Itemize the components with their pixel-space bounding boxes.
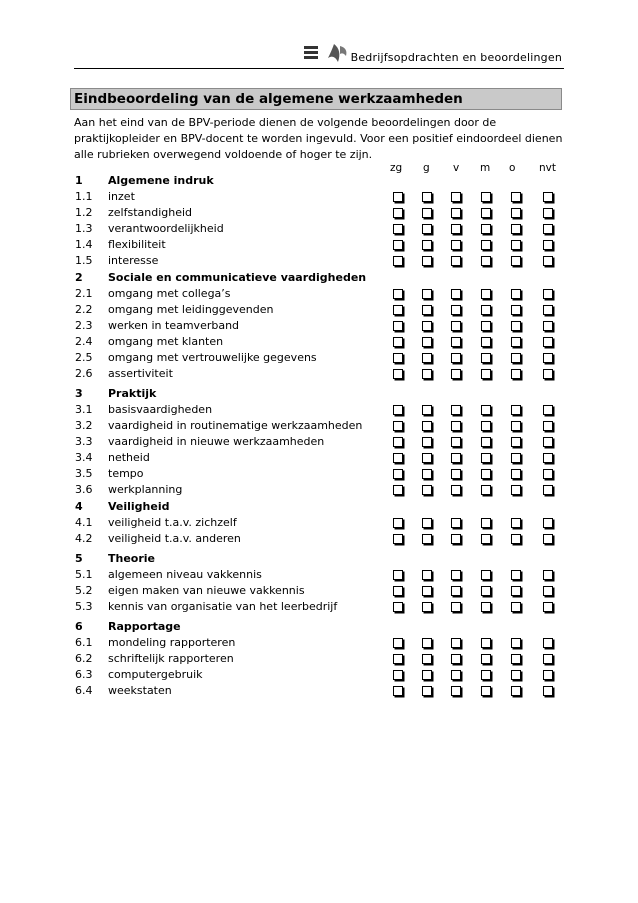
criterion-number: 3.2 bbox=[75, 419, 93, 432]
rating-checkbox-zg[interactable] bbox=[393, 534, 403, 544]
rating-checkbox-zg[interactable] bbox=[393, 321, 403, 331]
criterion-row bbox=[0, 435, 638, 451]
rating-checkbox-m[interactable] bbox=[481, 602, 491, 612]
section-heading bbox=[0, 174, 638, 190]
column-header-zg: zg bbox=[390, 162, 403, 174]
criterion-label: verantwoordelijkheid bbox=[108, 222, 224, 235]
criterion-label: computergebruik bbox=[108, 668, 203, 681]
rating-checkbox-v[interactable] bbox=[451, 353, 461, 363]
rating-checkbox-zg[interactable] bbox=[393, 654, 403, 664]
rating-checkbox-o[interactable] bbox=[511, 240, 521, 250]
criterion-number: 6.2 bbox=[75, 652, 93, 665]
criterion-number: 1.4 bbox=[75, 238, 93, 251]
rating-checkbox-o[interactable] bbox=[511, 321, 521, 331]
rating-checkbox-g[interactable] bbox=[422, 570, 432, 580]
rating-checkbox-o[interactable] bbox=[511, 518, 521, 528]
rating-checkbox-m[interactable] bbox=[481, 305, 491, 315]
criterion-number: 6.4 bbox=[75, 684, 93, 697]
rating-checkbox-v[interactable] bbox=[451, 305, 461, 315]
criterion-number: 6.1 bbox=[75, 636, 93, 649]
rating-checkbox-zg[interactable] bbox=[393, 469, 403, 479]
rating-checkbox-nvt[interactable] bbox=[543, 602, 553, 612]
rating-checkbox-o[interactable] bbox=[511, 256, 521, 266]
intro-line: alle rubrieken overwegend voldoende of hoger te zijn. bbox=[74, 148, 373, 161]
rating-checkbox-nvt[interactable] bbox=[543, 192, 553, 202]
criterion-number: 3.4 bbox=[75, 451, 93, 464]
rating-checkbox-zg[interactable] bbox=[393, 518, 403, 528]
criterion-label: vaardigheid in routinematige werkzaamheden bbox=[108, 419, 363, 432]
rating-checkbox-nvt[interactable] bbox=[543, 353, 553, 363]
rating-checkbox-zg[interactable] bbox=[393, 305, 403, 315]
section-number: 1 bbox=[75, 174, 83, 187]
rating-checkbox-m[interactable] bbox=[481, 469, 491, 479]
criterion-label: netheid bbox=[108, 451, 150, 464]
rating-checkbox-m[interactable] bbox=[481, 534, 491, 544]
column-header-v: v bbox=[453, 162, 460, 174]
rating-checkbox-o[interactable] bbox=[511, 353, 521, 363]
rating-checkbox-nvt[interactable] bbox=[543, 638, 553, 648]
criterion-label: werkplanning bbox=[108, 483, 183, 496]
criterion-row bbox=[0, 206, 638, 222]
rating-checkbox-zg[interactable] bbox=[393, 192, 403, 202]
rating-checkbox-nvt[interactable] bbox=[543, 570, 553, 580]
criterion-number: 5.2 bbox=[75, 584, 93, 597]
rating-checkbox-o[interactable] bbox=[511, 337, 521, 347]
rating-checkbox-o[interactable] bbox=[511, 421, 521, 431]
rating-checkbox-nvt[interactable] bbox=[543, 686, 553, 696]
rating-checkbox-m[interactable] bbox=[481, 518, 491, 528]
rating-checkbox-v[interactable] bbox=[451, 686, 461, 696]
rating-checkbox-v[interactable] bbox=[451, 485, 461, 495]
criterion-number: 6.3 bbox=[75, 668, 93, 681]
criterion-label: vaardigheid in nieuwe werkzaamheden bbox=[108, 435, 325, 448]
rating-checkbox-g[interactable] bbox=[422, 469, 432, 479]
criterion-row bbox=[0, 568, 638, 584]
rating-checkbox-nvt[interactable] bbox=[543, 405, 553, 415]
rating-checkbox-nvt[interactable] bbox=[543, 337, 553, 347]
criterion-label: werken in teamverband bbox=[108, 319, 240, 332]
criterion-number: 3.3 bbox=[75, 435, 93, 448]
rating-checkbox-o[interactable] bbox=[511, 638, 521, 648]
rating-checkbox-zg[interactable] bbox=[393, 586, 403, 596]
rating-checkbox-o[interactable] bbox=[511, 686, 521, 696]
rating-checkbox-m[interactable] bbox=[481, 437, 491, 447]
rating-checkbox-m[interactable] bbox=[481, 405, 491, 415]
section-title: Theorie bbox=[108, 552, 156, 565]
rating-checkbox-g[interactable] bbox=[422, 289, 432, 299]
criterion-row bbox=[0, 367, 638, 383]
rating-checkbox-g[interactable] bbox=[422, 337, 432, 347]
criterion-label: interesse bbox=[108, 254, 159, 267]
rating-checkbox-o[interactable] bbox=[511, 405, 521, 415]
rating-checkbox-v[interactable] bbox=[451, 570, 461, 580]
rating-checkbox-v[interactable] bbox=[451, 638, 461, 648]
rating-checkbox-g[interactable] bbox=[422, 453, 432, 463]
rating-checkbox-v[interactable] bbox=[451, 289, 461, 299]
rating-checkbox-zg[interactable] bbox=[393, 208, 403, 218]
rating-checkbox-nvt[interactable] bbox=[543, 437, 553, 447]
rating-checkbox-o[interactable] bbox=[511, 305, 521, 315]
criterion-number: 1.2 bbox=[75, 206, 93, 219]
rating-checkbox-zg[interactable] bbox=[393, 638, 403, 648]
rating-checkbox-g[interactable] bbox=[422, 485, 432, 495]
rating-checkbox-zg[interactable] bbox=[393, 437, 403, 447]
criterion-number: 2.5 bbox=[75, 351, 93, 364]
rating-checkbox-nvt[interactable] bbox=[543, 240, 553, 250]
criterion-row bbox=[0, 668, 638, 684]
rating-checkbox-v[interactable] bbox=[451, 369, 461, 379]
criterion-label: veiligheid t.a.v. anderen bbox=[108, 532, 241, 545]
rating-checkbox-v[interactable] bbox=[451, 534, 461, 544]
rating-checkbox-zg[interactable] bbox=[393, 602, 403, 612]
criterion-row bbox=[0, 238, 638, 254]
criterion-number: 3.1 bbox=[75, 403, 93, 416]
rating-checkbox-nvt[interactable] bbox=[543, 305, 553, 315]
criterion-label: schriftelijk rapporteren bbox=[108, 652, 234, 665]
criterion-label: omgang met collega’s bbox=[108, 287, 231, 300]
criterion-row bbox=[0, 419, 638, 435]
rating-checkbox-g[interactable] bbox=[422, 534, 432, 544]
criterion-row bbox=[0, 467, 638, 483]
intro-line: praktijkopleider en BPV-docent te worden ingevuld. Voor een positief eindoordeel dienen bbox=[74, 132, 563, 145]
criterion-number: 2.3 bbox=[75, 319, 93, 332]
rating-checkbox-m[interactable] bbox=[481, 353, 491, 363]
rating-checkbox-o[interactable] bbox=[511, 369, 521, 379]
criterion-row bbox=[0, 222, 638, 238]
rating-checkbox-m[interactable] bbox=[481, 654, 491, 664]
rating-checkbox-o[interactable] bbox=[511, 289, 521, 299]
criterion-label: tempo bbox=[108, 467, 144, 480]
rating-checkbox-g[interactable] bbox=[422, 518, 432, 528]
criterion-label: kennis van organisatie van het leerbedrijf bbox=[108, 600, 338, 613]
rating-checkbox-zg[interactable] bbox=[393, 670, 403, 680]
rating-checkbox-o[interactable] bbox=[511, 602, 521, 612]
rating-checkbox-m[interactable] bbox=[481, 369, 491, 379]
rating-checkbox-g[interactable] bbox=[422, 686, 432, 696]
rating-checkbox-v[interactable] bbox=[451, 208, 461, 218]
criterion-row bbox=[0, 403, 638, 419]
rating-checkbox-v[interactable] bbox=[451, 518, 461, 528]
rating-checkbox-m[interactable] bbox=[481, 586, 491, 596]
criterion-number: 1.3 bbox=[75, 222, 93, 235]
rating-checkbox-v[interactable] bbox=[451, 670, 461, 680]
criterion-number: 4.2 bbox=[75, 532, 93, 545]
rating-checkbox-v[interactable] bbox=[451, 437, 461, 447]
rating-checkbox-zg[interactable] bbox=[393, 421, 403, 431]
rating-checkbox-g[interactable] bbox=[422, 437, 432, 447]
rating-checkbox-v[interactable] bbox=[451, 337, 461, 347]
rating-checkbox-nvt[interactable] bbox=[543, 485, 553, 495]
rating-checkbox-m[interactable] bbox=[481, 485, 491, 495]
section-number: 6 bbox=[75, 620, 83, 633]
criterion-label: assertiviteit bbox=[108, 367, 173, 380]
rating-checkbox-o[interactable] bbox=[511, 208, 521, 218]
criterion-label: zelfstandigheid bbox=[108, 206, 193, 219]
rating-checkbox-nvt[interactable] bbox=[543, 369, 553, 379]
section-title: Sociale en communicatieve vaardigheden bbox=[108, 271, 367, 284]
rating-checkbox-nvt[interactable] bbox=[543, 469, 553, 479]
page-title: Eindbeoordeling van de algemene werkzaamheden bbox=[74, 91, 463, 107]
rating-checkbox-nvt[interactable] bbox=[543, 224, 553, 234]
rating-checkbox-zg[interactable] bbox=[393, 224, 403, 234]
rating-checkbox-g[interactable] bbox=[422, 240, 432, 250]
rating-checkbox-m[interactable] bbox=[481, 224, 491, 234]
rating-checkbox-g[interactable] bbox=[422, 321, 432, 331]
section-number: 3 bbox=[75, 387, 83, 400]
column-header-g: g bbox=[423, 162, 430, 174]
criterion-label: algemeen niveau vakkennis bbox=[108, 568, 262, 581]
rating-checkbox-m[interactable] bbox=[481, 321, 491, 331]
rating-checkbox-g[interactable] bbox=[422, 369, 432, 379]
rating-checkbox-m[interactable] bbox=[481, 570, 491, 580]
rating-checkbox-nvt[interactable] bbox=[543, 670, 553, 680]
rating-checkbox-o[interactable] bbox=[511, 469, 521, 479]
section-heading bbox=[0, 552, 638, 568]
section-heading bbox=[0, 620, 638, 636]
rating-checkbox-zg[interactable] bbox=[393, 337, 403, 347]
criterion-label: mondeling rapporteren bbox=[108, 636, 236, 649]
rating-checkbox-o[interactable] bbox=[511, 670, 521, 680]
column-header-o: o bbox=[509, 162, 516, 174]
column-header-nvt: nvt bbox=[539, 162, 556, 174]
rating-checkbox-nvt[interactable] bbox=[543, 586, 553, 596]
rating-checkbox-o[interactable] bbox=[511, 192, 521, 202]
rating-checkbox-m[interactable] bbox=[481, 421, 491, 431]
rating-checkbox-v[interactable] bbox=[451, 256, 461, 266]
rating-checkbox-m[interactable] bbox=[481, 638, 491, 648]
criterion-number: 2.2 bbox=[75, 303, 93, 316]
criterion-label: inzet bbox=[108, 190, 135, 203]
criterion-row bbox=[0, 303, 638, 319]
rating-checkbox-zg[interactable] bbox=[393, 289, 403, 299]
criterion-row bbox=[0, 516, 638, 532]
rating-checkbox-zg[interactable] bbox=[393, 686, 403, 696]
section-number: 4 bbox=[75, 500, 83, 513]
rating-checkbox-o[interactable] bbox=[511, 224, 521, 234]
rating-checkbox-nvt[interactable] bbox=[543, 654, 553, 664]
rating-checkbox-m[interactable] bbox=[481, 337, 491, 347]
criterion-row bbox=[0, 451, 638, 467]
criterion-row bbox=[0, 636, 638, 652]
criterion-label: weekstaten bbox=[108, 684, 172, 697]
rating-checkbox-m[interactable] bbox=[481, 289, 491, 299]
rating-checkbox-zg[interactable] bbox=[393, 353, 403, 363]
criterion-row bbox=[0, 652, 638, 668]
rating-checkbox-g[interactable] bbox=[422, 256, 432, 266]
criterion-label: eigen maken van nieuwe vakkennis bbox=[108, 584, 305, 597]
rating-checkbox-zg[interactable] bbox=[393, 405, 403, 415]
rating-checkbox-v[interactable] bbox=[451, 602, 461, 612]
rating-checkbox-v[interactable] bbox=[451, 224, 461, 234]
rating-checkbox-m[interactable] bbox=[481, 256, 491, 266]
criterion-row bbox=[0, 287, 638, 303]
rating-checkbox-g[interactable] bbox=[422, 421, 432, 431]
section-number: 2 bbox=[75, 271, 83, 284]
rating-checkbox-v[interactable] bbox=[451, 192, 461, 202]
rating-checkbox-m[interactable] bbox=[481, 240, 491, 250]
criterion-number: 5.1 bbox=[75, 568, 93, 581]
rating-checkbox-v[interactable] bbox=[451, 421, 461, 431]
criterion-row bbox=[0, 684, 638, 700]
column-header-m: m bbox=[480, 162, 491, 174]
criterion-number: 3.5 bbox=[75, 467, 93, 480]
criterion-row bbox=[0, 483, 638, 499]
intro-line: Aan het eind van de BPV-periode dienen de volgende beoordelingen door de bbox=[74, 116, 497, 129]
criterion-label: veiligheid t.a.v. zichzelf bbox=[108, 516, 237, 529]
rating-checkbox-g[interactable] bbox=[422, 353, 432, 363]
rating-checkbox-v[interactable] bbox=[451, 321, 461, 331]
rating-checkbox-g[interactable] bbox=[422, 405, 432, 415]
rating-checkbox-m[interactable] bbox=[481, 192, 491, 202]
criterion-label: flexibiliteit bbox=[108, 238, 166, 251]
criterion-label: omgang met vertrouwelijke gegevens bbox=[108, 351, 317, 364]
criterion-number: 5.3 bbox=[75, 600, 93, 613]
section-title: Praktijk bbox=[108, 387, 157, 400]
rating-checkbox-v[interactable] bbox=[451, 469, 461, 479]
criterion-row bbox=[0, 584, 638, 600]
header-title: Bedrijfsopdrachten en beoordelingen bbox=[350, 51, 562, 64]
criterion-number: 1.1 bbox=[75, 190, 93, 203]
rating-checkbox-o[interactable] bbox=[511, 453, 521, 463]
rating-checkbox-nvt[interactable] bbox=[543, 321, 553, 331]
criterion-number: 3.6 bbox=[75, 483, 93, 496]
section-title: Algemene indruk bbox=[108, 174, 214, 187]
criterion-row bbox=[0, 254, 638, 270]
rating-checkbox-v[interactable] bbox=[451, 586, 461, 596]
rating-checkbox-g[interactable] bbox=[422, 654, 432, 664]
rating-checkbox-v[interactable] bbox=[451, 654, 461, 664]
rating-checkbox-o[interactable] bbox=[511, 654, 521, 664]
criterion-label: omgang met leidinggevenden bbox=[108, 303, 274, 316]
rating-checkbox-o[interactable] bbox=[511, 534, 521, 544]
rating-checkbox-nvt[interactable] bbox=[543, 453, 553, 463]
criterion-number: 2.1 bbox=[75, 287, 93, 300]
criterion-number: 2.6 bbox=[75, 367, 93, 380]
rating-checkbox-zg[interactable] bbox=[393, 485, 403, 495]
criterion-label: basisvaardigheden bbox=[108, 403, 213, 416]
rating-checkbox-zg[interactable] bbox=[393, 369, 403, 379]
rating-checkbox-g[interactable] bbox=[422, 602, 432, 612]
criterion-row bbox=[0, 600, 638, 616]
rating-checkbox-nvt[interactable] bbox=[543, 534, 553, 544]
criterion-number: 4.1 bbox=[75, 516, 93, 529]
criterion-row bbox=[0, 351, 638, 367]
rating-checkbox-g[interactable] bbox=[422, 305, 432, 315]
rating-checkbox-o[interactable] bbox=[511, 485, 521, 495]
rating-checkbox-m[interactable] bbox=[481, 453, 491, 463]
rating-checkbox-zg[interactable] bbox=[393, 256, 403, 266]
rating-checkbox-o[interactable] bbox=[511, 570, 521, 580]
section-title: Veiligheid bbox=[108, 500, 170, 513]
rating-checkbox-zg[interactable] bbox=[393, 240, 403, 250]
section-heading bbox=[0, 500, 638, 516]
rating-checkbox-g[interactable] bbox=[422, 638, 432, 648]
criterion-row bbox=[0, 532, 638, 548]
criterion-number: 2.4 bbox=[75, 335, 93, 348]
criterion-row bbox=[0, 335, 638, 351]
rating-checkbox-m[interactable] bbox=[481, 686, 491, 696]
rating-checkbox-g[interactable] bbox=[422, 670, 432, 680]
rating-checkbox-nvt[interactable] bbox=[543, 289, 553, 299]
rating-checkbox-v[interactable] bbox=[451, 240, 461, 250]
criterion-row bbox=[0, 190, 638, 206]
criterion-row bbox=[0, 319, 638, 335]
rating-checkbox-zg[interactable] bbox=[393, 453, 403, 463]
rating-checkbox-nvt[interactable] bbox=[543, 421, 553, 431]
section-title: Rapportage bbox=[108, 620, 181, 633]
rating-checkbox-g[interactable] bbox=[422, 208, 432, 218]
rating-checkbox-g[interactable] bbox=[422, 224, 432, 234]
rating-checkbox-o[interactable] bbox=[511, 586, 521, 596]
section-heading bbox=[0, 387, 638, 403]
section-heading bbox=[0, 271, 638, 287]
rating-checkbox-g[interactable] bbox=[422, 192, 432, 202]
rating-checkbox-nvt[interactable] bbox=[543, 256, 553, 266]
criterion-number: 1.5 bbox=[75, 254, 93, 267]
rating-checkbox-m[interactable] bbox=[481, 208, 491, 218]
rating-checkbox-nvt[interactable] bbox=[543, 518, 553, 528]
rating-checkbox-v[interactable] bbox=[451, 453, 461, 463]
section-number: 5 bbox=[75, 552, 83, 565]
rating-checkbox-v[interactable] bbox=[451, 405, 461, 415]
rating-checkbox-g[interactable] bbox=[422, 586, 432, 596]
rating-checkbox-o[interactable] bbox=[511, 437, 521, 447]
rating-checkbox-nvt[interactable] bbox=[543, 208, 553, 218]
rating-checkbox-m[interactable] bbox=[481, 670, 491, 680]
rating-checkbox-zg[interactable] bbox=[393, 570, 403, 580]
criterion-label: omgang met klanten bbox=[108, 335, 224, 348]
